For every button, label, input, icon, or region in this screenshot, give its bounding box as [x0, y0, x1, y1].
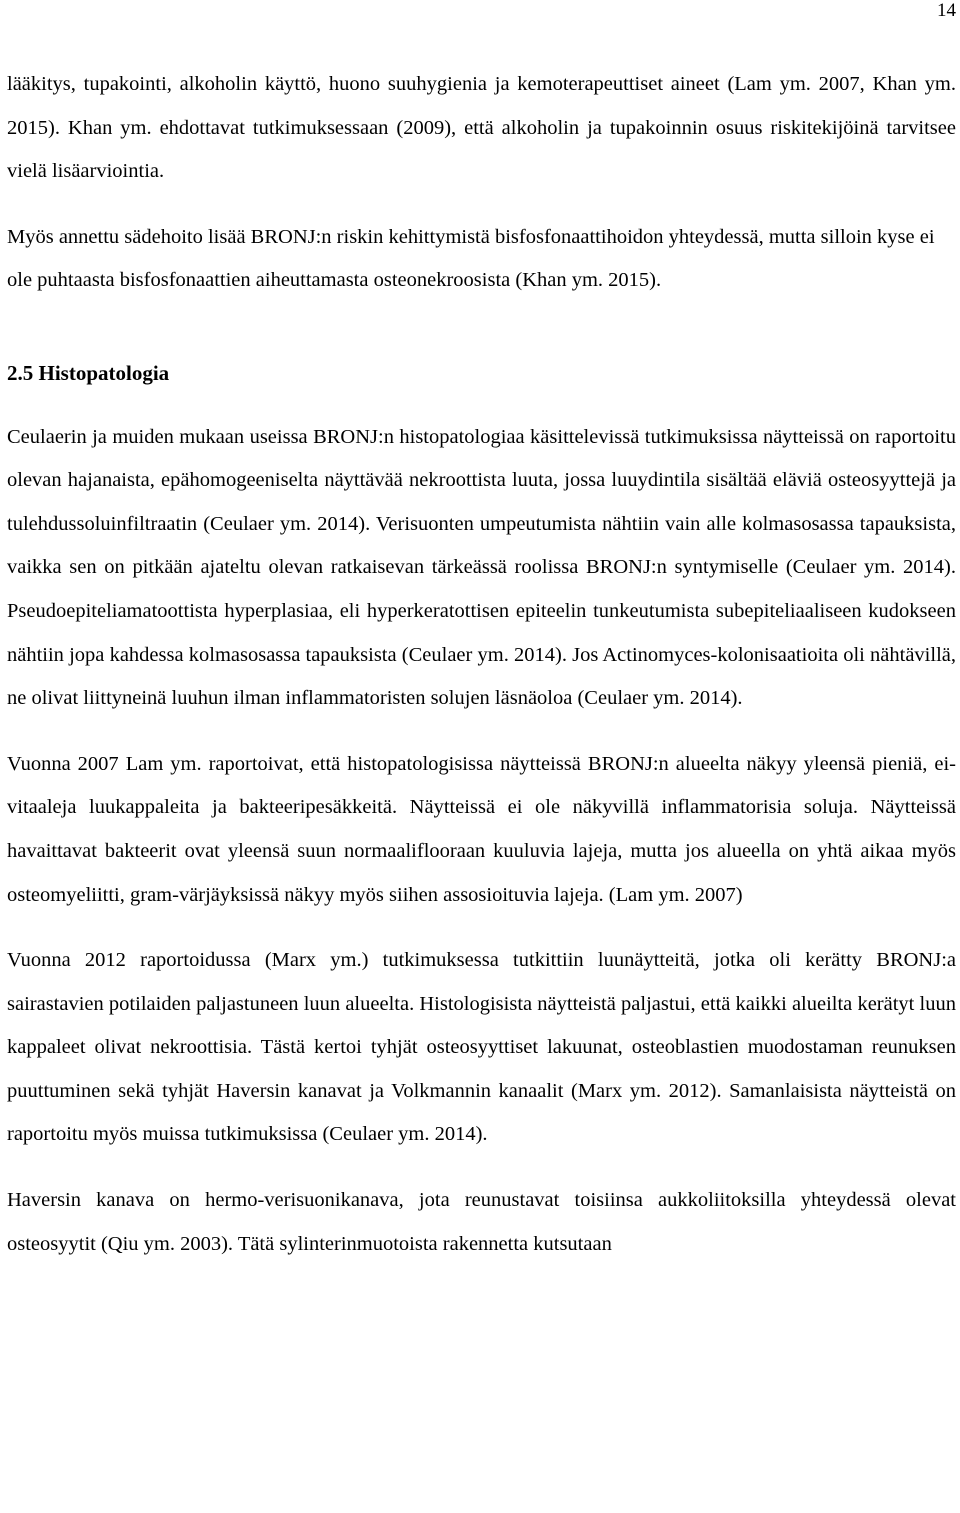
paragraph-ceulaer: Ceulaerin ja muiden mukaan useissa BRONJ:n histopatologiaa käsittelevissä tutkimuksissa näytteissä on raportoitu olevan hajanaista, epähomogeeniselta näyttävää nekroottista luuta, jossa luuydintila sisältää eläviä osteosyyttejä ja tulehdussoluinfiltraatin (Ceulaer ym. 2014). Verisuonten umpeutumista nähtiin vain alle kolmasosassa tapauksista, vaikka sen on pitkään ajateltu olevan ratkaisevan tärkeässä roolissa BRONJ:n syntymiselle (Ceulaer ym. 2014). Pseudoepiteliamatoottista hyperplasiaa, eli hyperkeratottisen epiteelin tunkeutumista subepiteliaaliseen kudokseen nähtiin jopa kahdessa kolmasosassa tapauksista (Ceulaer ym. 2014). Jos Actinomyces-kolonisaatioita oli nähtävillä, ne olivat liittyneinä luuhun ilman inflammatoristen solujen läsnäoloa (Ceulaer ym. 2014).: [7, 425, 956, 710]
paragraph-marx: Vuonna 2012 raportoidussa (Marx ym.) tutkimuksessa tutkittiin luunäytteitä, jotka oli kerätty BRONJ:a sairastavien potilaiden paljastuneen luun alueelta. Histologisista näytteistä paljastui, että kaikki alueilta kerätyt luun kappaleet olivat nekroottisia. Tästä kertoi tyhjät osteosyyttiset lakuunat, osteoblastien muodostaman reunuksen puuttuminen sekä tyhjät Haversin kanavat ja Volkmannin kanaalit (Marx ym. 2012). Samanlaisista näytteistä on raportoitu myös muissa tutkimuksissa (Ceulaer ym. 2014).: [7, 949, 956, 1146]
section-heading: 2.5 Histopatologia: [7, 360, 170, 385]
document-body: [7, 63, 956, 1266]
paragraph-radiotherapy: Myös annettu sädehoito lisää BRONJ:n riskin kehittymistä bisfosfonaattihoidon yhteydessä, mutta silloin kyse ei ole puhtaasta bisfosfonaattien aiheuttamasta osteonekroosista (Khan ym. 2015).: [7, 225, 935, 292]
paragraph-risk-factors: lääkitys, tupakointi, alkoholin käyttö, huono suuhygienia ja kemoterapeuttiset aineet (Lam ym. 2007, Khan ym. 2015). Khan ym. ehdottavat tutkimuksessaan (2009), että alkoholin ja tupakoinnin osuus riskitekijöinä tarvitsee vielä lisäarviointia.: [7, 73, 956, 183]
paragraph-haversin: Haversin kanava on hermo-verisuonikanava, jota reunustavat toisiinsa aukkoliitoksilla yhteydessä olevat osteosyytit (Qiu ym. 2003). Tätä sylinterinmuotoista rakennetta kutsutaan: [7, 1189, 956, 1255]
paragraph-lam: Vuonna 2007 Lam ym. raportoivat, että histopatologisissa näytteissä BRONJ:n alueelta näkyy yleensä pieniä, ei-vitaaleja luukappaleita ja bakteeripesäkkeitä. Näytteissä ei ole näkyvillä inflammatorisia soluja. Näytteissä havaittavat bakteerit ovat yleensä suun normaaliflooraan kuuluvia lajeja, mutta jos alueella on yhtä aikaa myös osteomyeliitti, gram-värjäyksissä näkyy myös siihen assosioituvia lajeja. (Lam ym. 2007): [7, 752, 956, 906]
page-number: 14: [937, 0, 956, 21]
